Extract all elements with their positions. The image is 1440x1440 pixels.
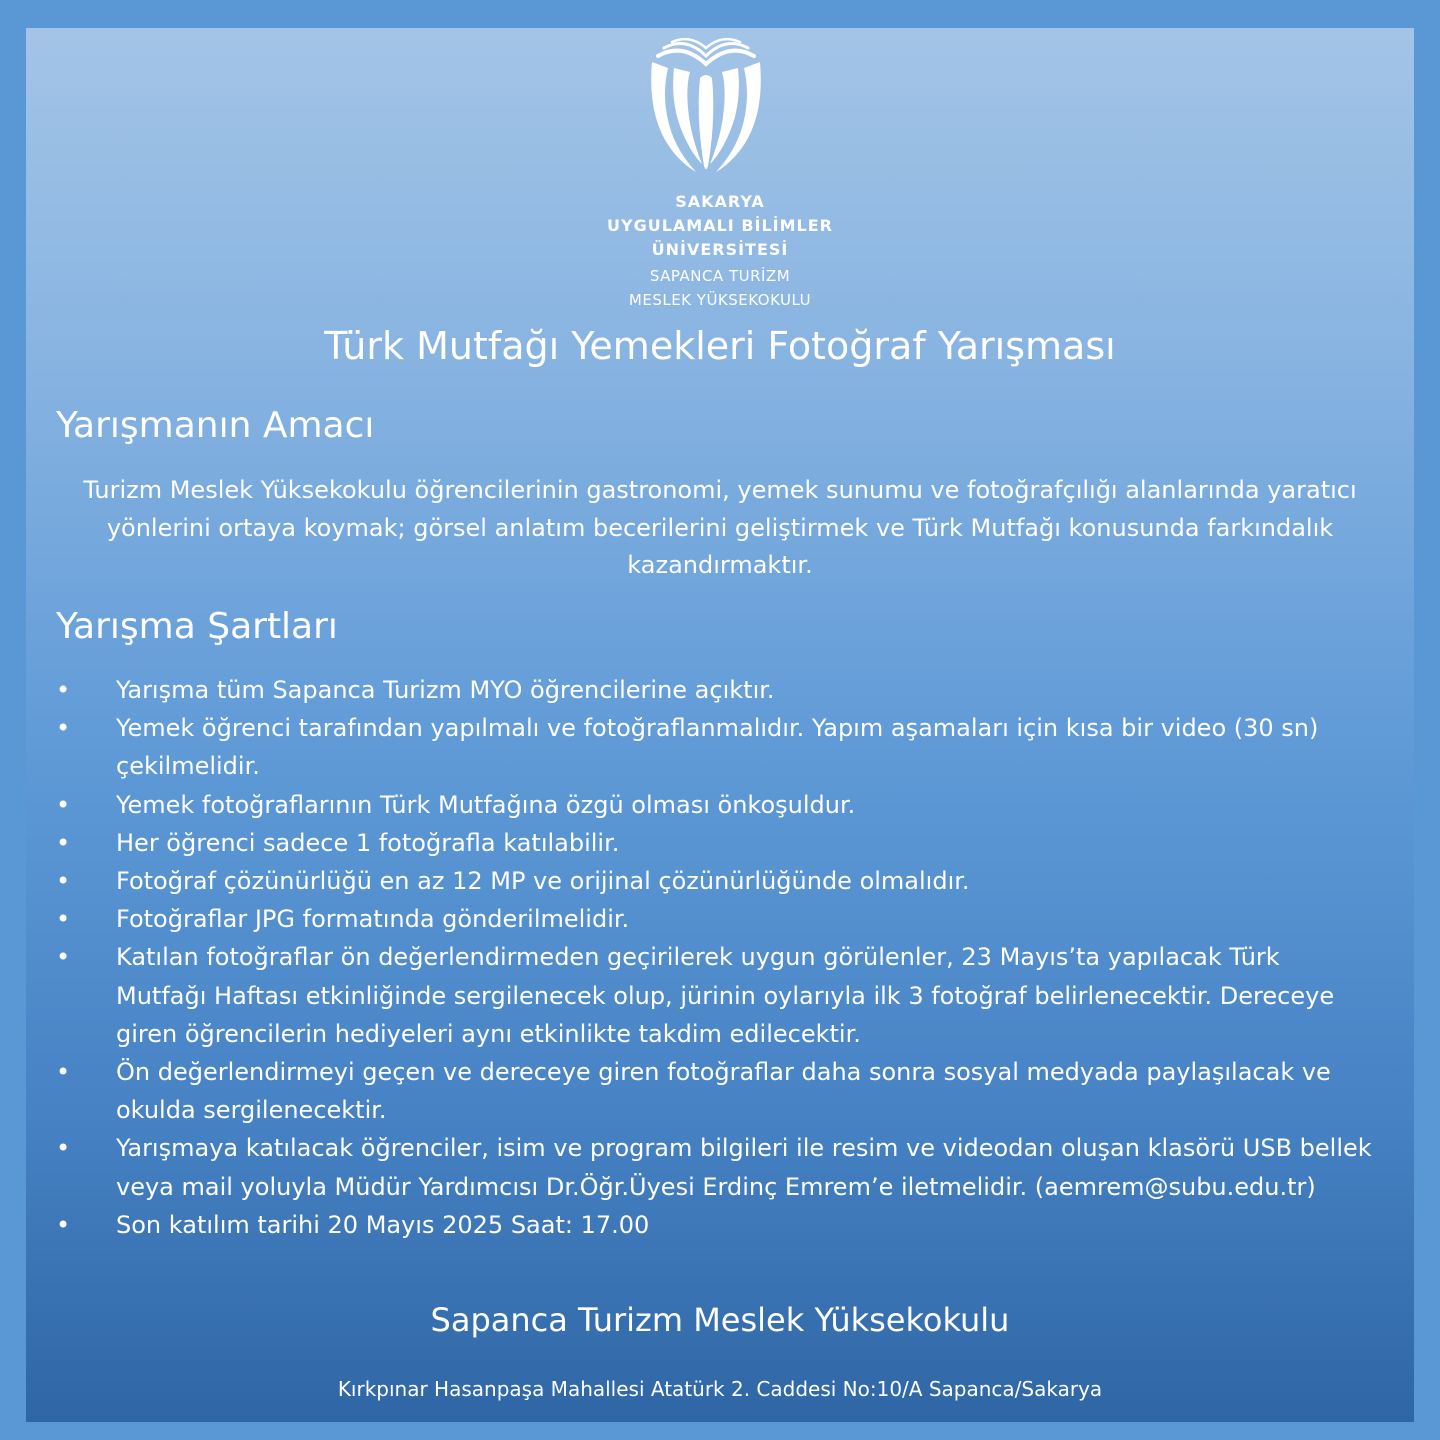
rule-text: Yemek öğrenci tarafından yapılmalı ve fotoğraflanmalıdır. Yapım aşamaları için kısa bir video (30 sn) çekilmelidir. [116, 714, 1319, 781]
poster-title: Türk Mutfağı Yemekleri Fotoğraf Yarışması [324, 324, 1116, 368]
bullet: • [56, 867, 71, 896]
rules-list [56, 671, 1376, 1244]
university-name-line2: UYGULAMALI BİLİMLER [607, 216, 833, 235]
rule-text: Fotoğraf çözünürlüğü en az 12 MP ve orijinal çözünürlüğünde olmalıdır. [116, 867, 970, 896]
rule-text: Yarışmaya katılacak öğrenciler, isim ve program bilgileri ile resim ve videodan oluşan klasörü USB bellek veya mail yoluyla Müdür Yardımcısı Dr.Öğr.Üyesi Erdinç Emrem’e iletmelidir. (aemrem@subu.edu.tr) [116, 1134, 1372, 1201]
bullet: • [56, 676, 71, 704]
list-item [56, 1129, 1376, 1205]
rule-text: Ön değerlendirmeyi geçen ve dereceye giren fotoğraflar daha sonra sosyal medyada paylaşılacak ve okulda sergilenecektir. [116, 1058, 1331, 1125]
school-name [520, 264, 920, 312]
university-logo-icon [646, 38, 766, 178]
bullet: • [56, 1058, 71, 1087]
bullet: • [56, 1134, 71, 1163]
rule-text: Yarışma tüm Sapanca Turizm MYO öğrencilerine açıktır. [116, 676, 775, 704]
list-item [56, 786, 1376, 824]
list-item [56, 900, 1376, 938]
list-item [56, 862, 1376, 900]
purpose-heading: Yarışmanın Amacı [56, 405, 375, 446]
rules-heading: Yarışma Şartları [56, 606, 338, 647]
list-item [56, 938, 1376, 1053]
rule-text: Yemek fotoğraflarının Türk Mutfağına özgü olması önkoşuldur. [116, 790, 856, 819]
footer-school-name: Sapanca Turizm Meslek Yüksekokulu [430, 1301, 1010, 1339]
university-name-line1: SAKARYA [675, 192, 765, 211]
bullet: • [56, 943, 71, 972]
university-name-line3: ÜNİVERSİTESİ [651, 240, 789, 259]
bullet: • [56, 790, 71, 819]
list-item [56, 671, 1376, 709]
rule-text: Son katılım tarihi 20 Mayıs 2025 Saat: 17.00 [116, 1210, 650, 1239]
footer-address: Kırkpınar Hasanpaşa Mahallesi Atatürk 2. Caddesi No:10/A Sapanca/Sakarya [337, 1377, 1103, 1401]
bullet: • [56, 1210, 71, 1239]
university-name [520, 190, 920, 262]
list-item [56, 824, 1376, 862]
bullet: • [56, 828, 71, 857]
bullet: • [56, 714, 71, 743]
purpose-text: Turizm Meslek Yüksekokulu öğrencilerinin gastronomi, yemek sunumu ve fotoğrafçılığı alanlarında yaratıcı yönlerini ortaya koymak; görsel anlatım becerilerini geliştirmek ve Türk Mutfağı konusunda farkındalık kazandırmaktır. [83, 476, 1357, 579]
rule-text: Katılan fotoğraflar ön değerlendirmeden geçirilerek uygun görülenler, 23 Mayıs’ta yapılacak Türk Mutfağı Haftası etkinliğinde sergilenecek olup, jürinin oylarıyla ilk 3 fotoğraf belirlenecektir. Dereceye giren öğrencilerin hediyeleri aynı etkinlikte takdim edilecektir. [116, 943, 1335, 1048]
school-name-line2: MESLEK YÜKSEKOKULU [628, 291, 812, 309]
list-item [56, 1206, 1376, 1244]
rule-text: Fotoğraflar JPG formatında gönderilmelidir. [116, 905, 630, 934]
bullet: • [56, 905, 71, 934]
school-name-line1: SAPANCA TURİZM [649, 267, 791, 285]
rule-text: Her öğrenci sadece 1 fotoğrafla katılabilir. [116, 828, 620, 857]
list-item [56, 709, 1376, 785]
list-item [56, 1053, 1376, 1129]
